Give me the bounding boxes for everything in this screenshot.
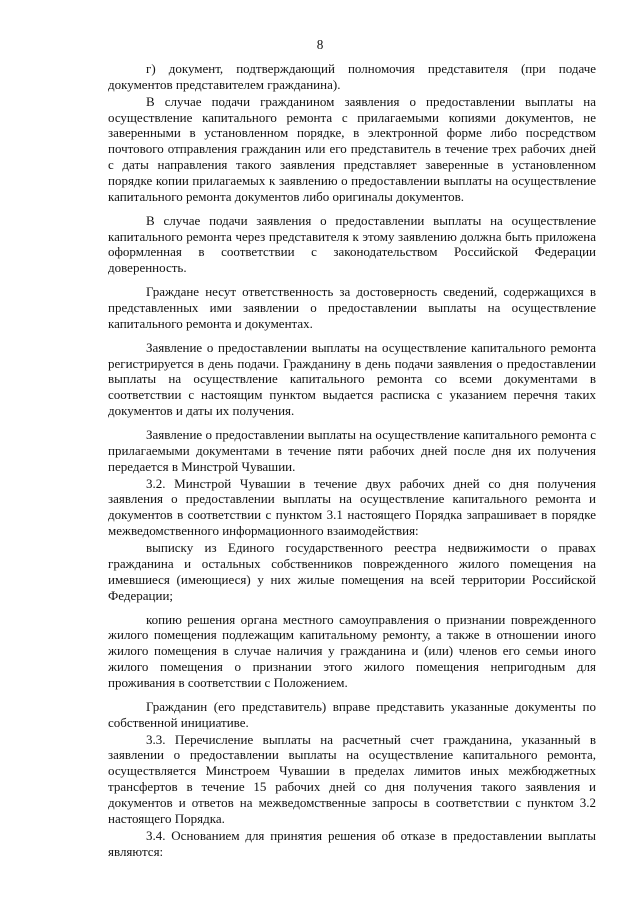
document-body — [108, 61, 596, 859]
paragraph-p11: 3.3. Перечисление выплаты на расчетный счет гражданина, указанный в заявлении о предоставлении выплаты на осуществление капитального ремонта, осуществляется Минстроем Чувашии в пределах лимитов иных межбюджетных трансфертов в течение 15 рабочих дней со дня получения такого заявления и документов и ответов на межведомственные запросы в соответствии с пунктом 3.2 настоящего Порядка. — [108, 731, 596, 826]
paragraph-p2: В случае подачи гражданином заявления о предоставлении выплаты на осуществление капитального ремонта с прилагаемыми копиями документов, не заверенными в установленном порядке, в электронной форме либо посредством почтового отправления гражданин или его представитель в течение трех рабочих дней с даты направления такого заявления представляет заверенные в установленном порядке копии прилагаемых к заявлению о предоставлении выплаты на осуществление капитального ремонта документов либо оригиналы документов. — [108, 93, 596, 204]
paragraph-p12: 3.4. Основанием для принятия решения об отказе в предоставлении выплаты являются: — [108, 827, 596, 859]
paragraph-p5: Заявление о предоставлении выплаты на осуществление капитального ремонта регистрируется в день подачи. Гражданину в день подачи заявления о предоставлении выплаты на осуществление капитального ремонта со всеми документами в соответствии с настоящим пунктом выдается расписка с указанием перечня таких документов и даты их получения. — [108, 339, 596, 419]
paragraph-p6: Заявление о предоставлении выплаты на осуществление капитального ремонта с прилагаемыми документами в течение пяти рабочих дней после дня их получения передается в Минстрой Чувашии. — [108, 427, 596, 474]
paragraph-p3: В случае подачи заявления о предоставлении выплаты на осуществление капитального ремонта через представителя к этому заявлению должна быть приложена оформленная в соответствии с законодательством Российской Федерации доверенность. — [108, 212, 596, 276]
paragraph-p10: Гражданин (его представитель) вправе представить указанные документы по собственной инициативе. — [108, 698, 596, 730]
paragraph-p9: копию решения органа местного самоуправления о признании поврежденного жилого помещения подлежащим капитальному ремонту, а также в отношении иного жилого помещения в случае наличия у гражданина и (или) членов его семьи иного жилого помещения о признании этого жилого помещения непригодным для проживания в соответствии с Положением. — [108, 611, 596, 690]
paragraph-p7: 3.2. Минстрой Чувашии в течение двух рабочих дней со дня получения заявления о предоставлении выплаты на осуществление капитального ремонта и документов в соответствии с пунктом 3.1 настоящего Порядка запрашивает в порядке межведомственного информационного взаимодействия: — [108, 475, 596, 539]
page-number: 8 — [316, 37, 324, 52]
paragraph-p8: выписку из Единого государственного реестра недвижимости о правах гражданина и остальных собственников поврежденного жилого помещения на имевшиеся (имеющиеся) у них жилые помещения на всей территории Российской Федерации; — [108, 540, 596, 603]
paragraph-p4: Граждане несут ответственность за достоверность сведений, содержащихся в представленных ими заявлении о предоставлении выплаты на осуществление капитального ремонта и документах. — [108, 284, 596, 331]
paragraph-p1: г) документ, подтверждающий полномочия представителя (при подаче документов представителем гражданина). — [108, 61, 596, 92]
